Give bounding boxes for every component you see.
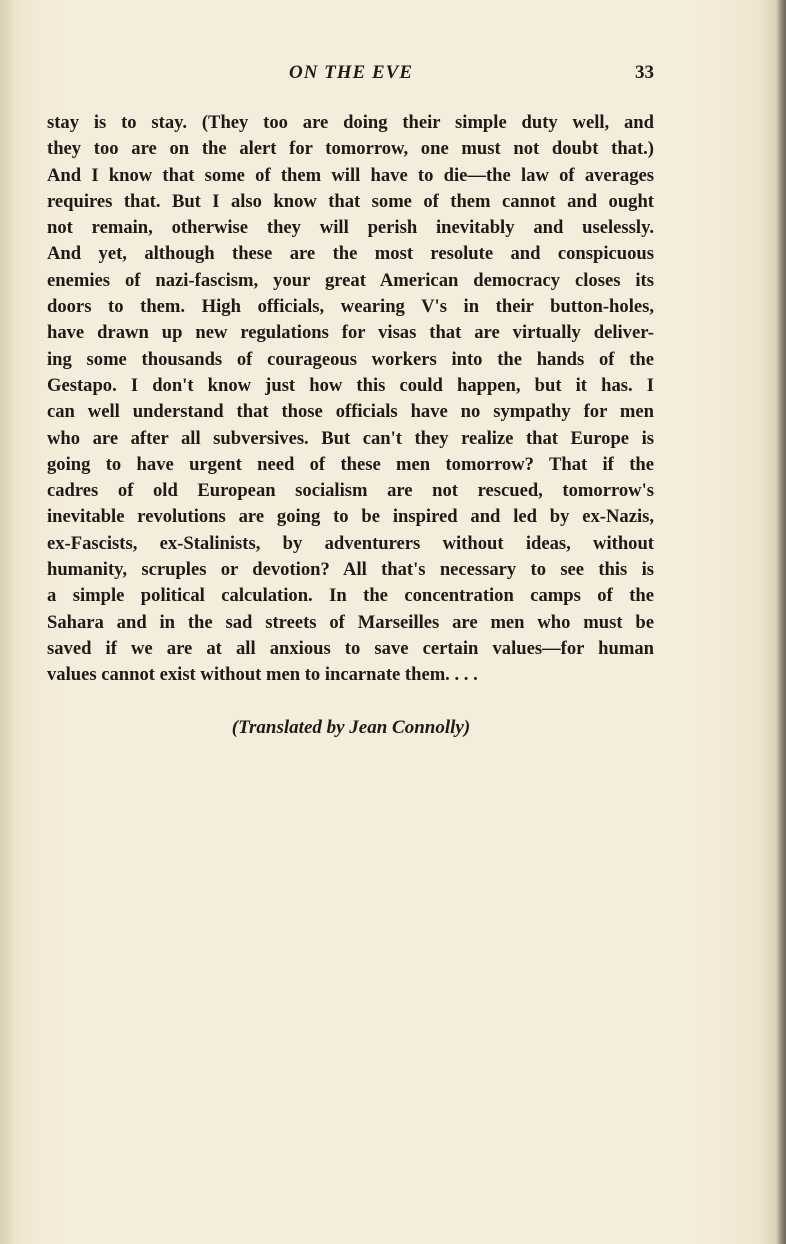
- running-header: [48, 62, 654, 90]
- translator-credit: (Translated by Jean Connolly): [231, 717, 471, 738]
- text-line: And yet, although these are the most resolute and conspicuous: [47, 243, 654, 265]
- text-line: not remain, otherwise they will perish inevitably and uselessly.: [47, 217, 654, 239]
- text-line: saved if we are at all anxious to save certain values—for human: [47, 637, 654, 659]
- page-number: 33: [635, 62, 654, 83]
- text-line: going to have urgent need of these men tomorrow? That if the: [47, 453, 654, 475]
- text-line: ex-Fascists, ex-Stalinists, by adventurers without ideas, without: [47, 532, 654, 554]
- text-line: who are after all subversives. But can't they realize that Europe is: [47, 427, 654, 449]
- text-line: inevitable revolutions are going to be inspired and led by ex-Nazis,: [47, 506, 654, 528]
- text-line: Sahara and in the sad streets of Marseilles are men who must be: [47, 611, 654, 633]
- text-line: humanity, scruples or devotion? All that's necessary to see this is: [47, 559, 654, 581]
- text-line: can well understand that those officials have no sympathy for men: [47, 401, 654, 423]
- text-line: cadres of old European socialism are not rescued, tomorrow's: [47, 480, 654, 502]
- text-line: a simple political calculation. In the concentration camps of the: [47, 585, 654, 607]
- body-paragraph: [47, 110, 654, 689]
- text-line: Gestapo. I don't know just how this could happen, but it has. I: [47, 374, 654, 396]
- text-line: have drawn up new regulations for visas that are virtually deliver-: [47, 322, 654, 344]
- text-line: they too are on the alert for tomorrow, one must not doubt that.): [47, 138, 654, 160]
- text-line: requires that. But I also know that some of them cannot and ought: [47, 190, 654, 212]
- page-edge: [776, 0, 786, 1244]
- text-line: doors to them. High officials, wearing V's in their button-holes,: [47, 296, 654, 318]
- gutter-shadow: [0, 0, 14, 1244]
- text-line: stay is to stay. (They too are doing their simple duty well, and: [47, 112, 654, 133]
- running-title: ON THE EVE: [288, 62, 414, 83]
- text-line: And I know that some of them will have to die—the law of averages: [47, 164, 654, 186]
- text-line: values cannot exist without men to incarnate them. . . .: [47, 664, 478, 686]
- text-line: ing some thousands of courageous workers into the hands of the: [47, 348, 654, 370]
- text-line: enemies of nazi-fascism, your great American democracy closes its: [47, 269, 654, 291]
